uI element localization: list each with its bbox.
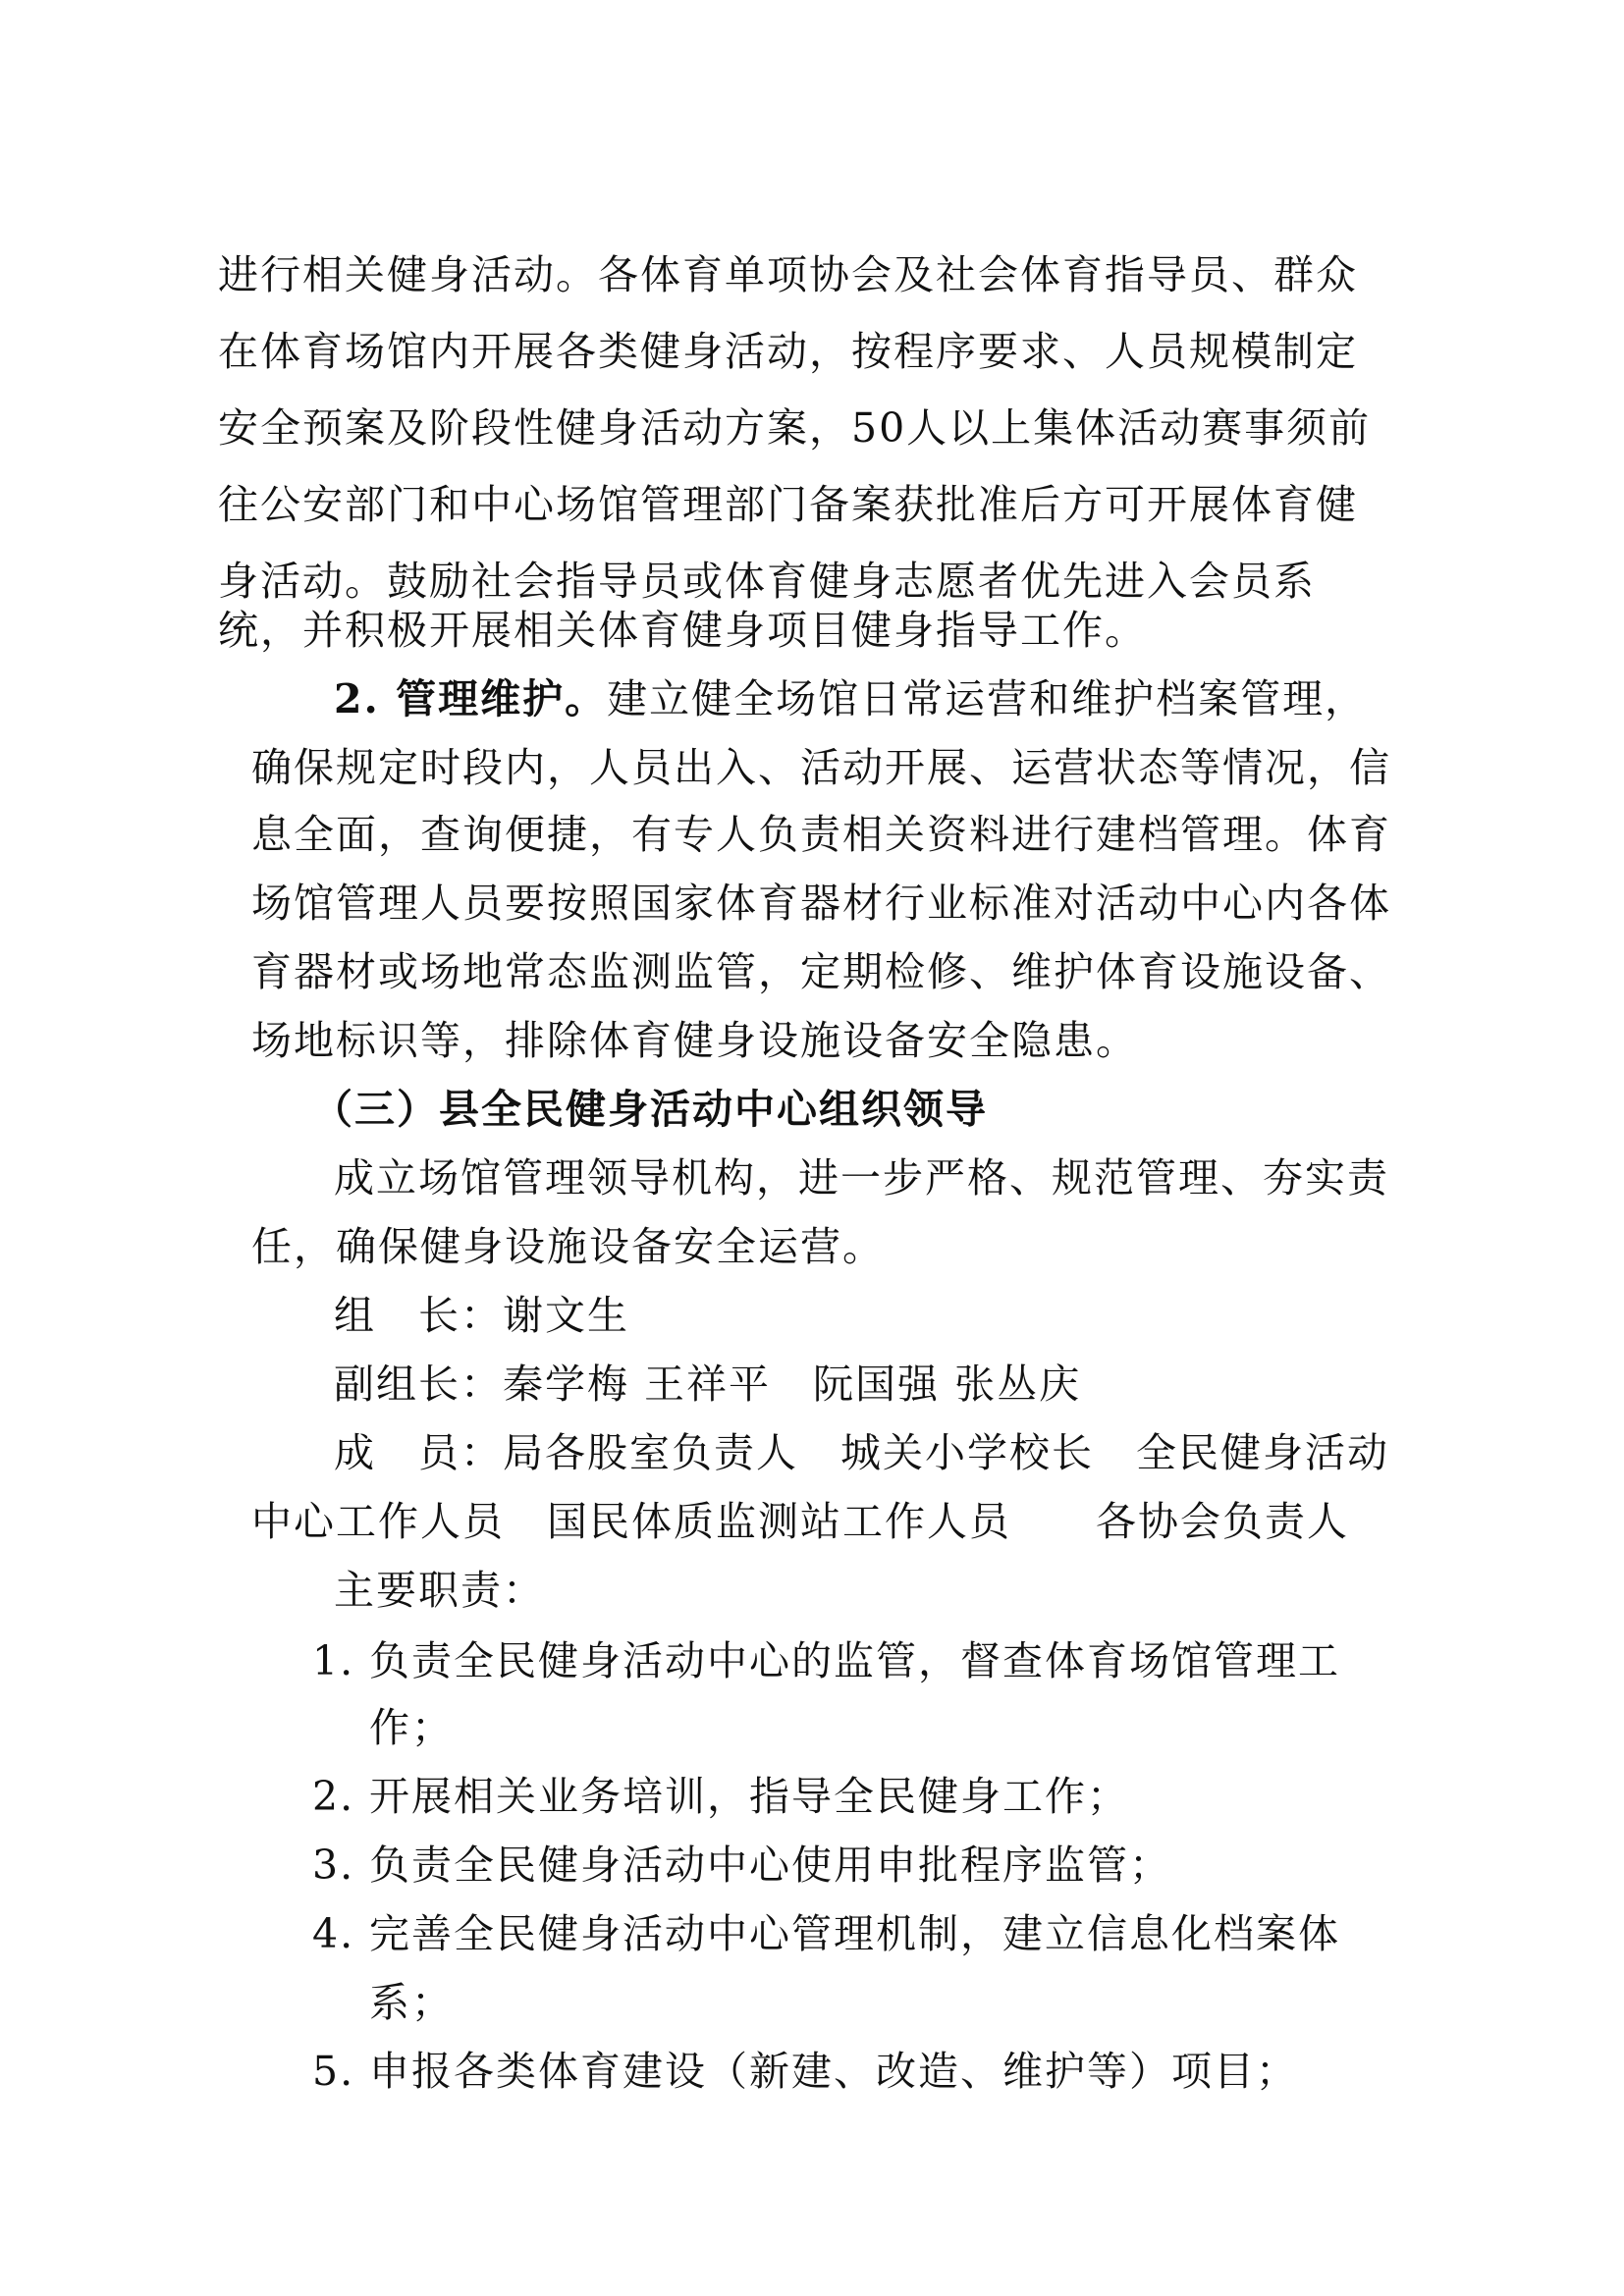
list-number: 5. xyxy=(312,2048,355,2095)
text-line: 息全面，查询便捷，有专人负责相关资料进行建档管理。体育 xyxy=(251,811,1391,858)
deputy-line: 副组长：秦学梅 王祥平 阮国强 张丛庆 xyxy=(334,1361,1082,1408)
section-heading: 2. 管理维护。 xyxy=(334,675,608,722)
section-first-line xyxy=(334,675,1367,722)
text-line: 场馆管理人员要按照国家体育器材行业标准对活动中心内各体 xyxy=(251,880,1391,927)
text-line: 育器材或场地常态监测监管，定期检修、维护体育设施设备、 xyxy=(251,948,1391,995)
text-line: 往公安部门和中心场馆管理部门备案获批准后方可开展体育健 xyxy=(218,481,1358,528)
duties-label: 主要职责： xyxy=(334,1567,545,1614)
list-text: 作； xyxy=(369,1704,454,1751)
list-text: 申报各类体育建设（新建、改造、维护等）项目； xyxy=(369,2048,1298,2095)
list-text: 负责全民健身活动中心使用申批程序监管； xyxy=(369,1842,1171,1889)
text-line: 身活动。鼓励社会指导员或体育健身志愿者优先进入会员系 xyxy=(218,558,1316,605)
leader-line: 组 长：谢文生 xyxy=(334,1292,629,1339)
text-line: 任，确保健身设施设备安全运营。 xyxy=(251,1223,885,1270)
section-text: 建立健全场馆日常运营和维护档案管理， xyxy=(607,675,1368,722)
members-line: 中心工作人员 国民体质监测站工作人员 各协会负责人 xyxy=(251,1498,1349,1545)
list-text: 开展相关业务培训，指导全民健身工作； xyxy=(369,1773,1129,1820)
list-number: 3. xyxy=(312,1842,355,1889)
section-heading-organization: （三）县全民健身活动中心组织领导 xyxy=(312,1086,988,1133)
text-line: 安全预案及阶段性健身活动方案，50人以上集体活动赛事须前 xyxy=(218,404,1372,452)
text-line: 确保规定时段内，人员出入、活动开展、运营状态等情况，信 xyxy=(251,744,1391,791)
text-line: 进行相关健身活动。各体育单项协会及社会体育指导员、群众 xyxy=(218,251,1358,298)
list-text: 系； xyxy=(369,1979,454,2026)
list-text: 完善全民健身活动中心管理机制，建立信息化档案体 xyxy=(369,1910,1340,1957)
list-text: 负责全民健身活动中心的监管，督查体育场馆管理工 xyxy=(369,1637,1340,1684)
list-number: 2. xyxy=(312,1773,355,1820)
members-line: 成 员：局各股室负责人 城关小学校长 全民健身活动 xyxy=(334,1429,1389,1476)
text-line: 在体育场馆内开展各类健身活动，按程序要求、人员规模制定 xyxy=(218,328,1358,375)
list-number: 1. xyxy=(312,1637,355,1684)
text-line: 成立场馆管理领导机构，进一步严格、规范管理、夯实责 xyxy=(334,1154,1389,1201)
list-number: 4. xyxy=(312,1910,355,1957)
text-line: 统，并积极开展相关体育健身项目健身指导工作。 xyxy=(218,607,1147,654)
text-line: 场地标识等，排除体育健身设施设备安全隐患。 xyxy=(251,1017,1138,1064)
